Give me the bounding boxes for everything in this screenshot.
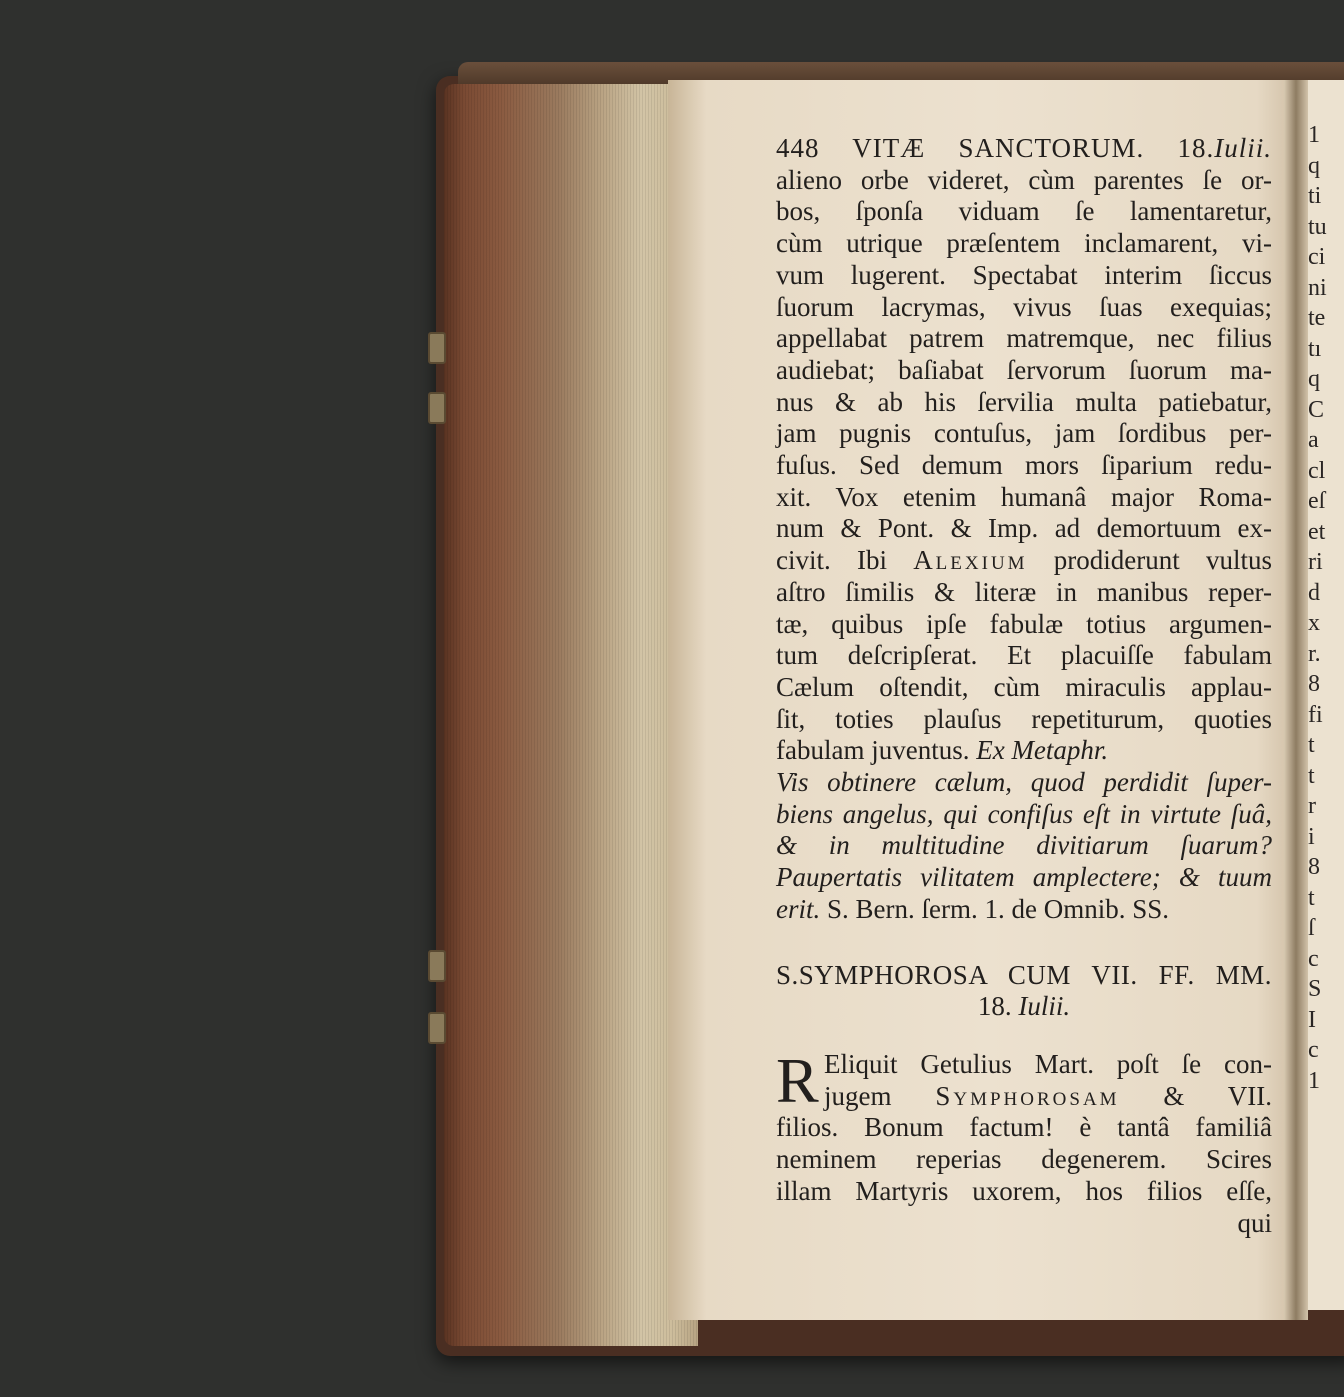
running-header bbox=[776, 133, 1272, 165]
section-date: 18. Iulii. bbox=[977, 991, 1071, 1022]
facing-page-fragment: t bbox=[1308, 762, 1315, 789]
facing-page-fragment: c bbox=[1308, 945, 1319, 972]
facing-page-fragment: 1 bbox=[1308, 1067, 1320, 1094]
facing-page-fragment: 8 bbox=[1308, 671, 1320, 697]
body-line: bos, ſponſa viduam ſe lamentaretur, bbox=[776, 196, 1272, 227]
body-line-alexius: civit. Ibi Alexium prodiderunt vultus bbox=[776, 545, 1272, 576]
para2-line: filios. Bonum factum! è tantâ familiâ bbox=[776, 1112, 1272, 1143]
facing-page-fragment: 1 bbox=[1308, 122, 1320, 148]
facing-page-fragment: ſ bbox=[1308, 915, 1315, 941]
facing-page-fragment: S bbox=[1308, 976, 1322, 1002]
clasp-upper-icon bbox=[428, 332, 446, 364]
source-line: fabulam juventus. Ex Metaphr. bbox=[776, 735, 1109, 766]
facing-page-fragment: ci bbox=[1308, 244, 1326, 270]
body-line: fuſus. Sed demum mors ſiparium redu- bbox=[776, 450, 1272, 481]
clasp-lower-icon bbox=[428, 950, 446, 982]
para2-line: neminem reperias degenerem. Scires bbox=[776, 1144, 1272, 1175]
quote-line: & in multitudine divitiarum ſuarum? bbox=[776, 830, 1272, 861]
facing-page-fragment: q bbox=[1308, 152, 1320, 179]
body-line: xit. Vox etenim humanâ major Roma- bbox=[776, 481, 1272, 512]
page-block-edge bbox=[444, 84, 698, 1346]
facing-page-fragment: cl bbox=[1308, 457, 1326, 484]
facing-page-fragment: C bbox=[1308, 396, 1325, 423]
running-title: VITÆ SANCTORUM. bbox=[852, 133, 1145, 163]
body-line: vum lugerent. Spectabat interim ſiccus bbox=[776, 259, 1272, 290]
body-line: cùm utrique præſentem inclamarent, vi- bbox=[776, 228, 1272, 259]
facing-page-fragment: te bbox=[1308, 305, 1326, 331]
body-line: tum deſcripſerat. Et placuiſſe fabulam bbox=[776, 640, 1272, 671]
facing-page-fragment: et bbox=[1308, 518, 1326, 545]
facing-page-fragment: tı bbox=[1308, 335, 1322, 362]
facing-page-fragment: 8 bbox=[1308, 854, 1320, 880]
quote-line: Vis obtinere cælum, quod perdidit ſuper- bbox=[776, 767, 1272, 798]
book-gutter bbox=[1284, 80, 1308, 1320]
body-line: tæ, quibus ipſe fabulæ totius argumen- bbox=[776, 608, 1272, 639]
quote-attribution: erit. S. Bern. ſerm. 1. de Omnib. SS. bbox=[776, 893, 1169, 924]
facing-page-fragment: fi bbox=[1308, 701, 1323, 728]
para2-line: illam Martyris uxorem, hos filios eſſe, bbox=[776, 1175, 1272, 1206]
body-line: jam pugnis contuſus, jam ſordibus per- bbox=[776, 418, 1272, 449]
page-number: 448 bbox=[776, 133, 820, 163]
body-line: Cælum oſtendit, cùm miraculis applau- bbox=[776, 671, 1272, 702]
facing-page-fragment: d bbox=[1308, 579, 1320, 606]
body-paragraph-1-cont bbox=[776, 577, 1272, 736]
quote-line: Paupertatis vilitatem amplectere; & tuum bbox=[776, 862, 1272, 893]
facing-page-fragment: ni bbox=[1308, 274, 1327, 301]
body-line: alieno orbe videret, cùm parentes ſe or- bbox=[776, 164, 1272, 195]
body-line: ſuorum lacrymas, vivus ſuas exequias; bbox=[776, 291, 1272, 322]
section-heading bbox=[776, 960, 1272, 1023]
page-text bbox=[776, 133, 1272, 1239]
facing-page-fragment: a bbox=[1308, 427, 1319, 453]
body-line: ſit, toties plauſus repetiturum, quoties bbox=[776, 703, 1272, 734]
para2-line-2: jugem Symphorosam & VII. bbox=[824, 1080, 1272, 1111]
facing-page-fragments bbox=[1308, 120, 1344, 1096]
clasp-upper-lower-icon bbox=[428, 392, 446, 424]
drop-cap: R bbox=[776, 1044, 819, 1116]
facing-page-fragment: t bbox=[1308, 884, 1315, 911]
body-line: appellabat patrem matremque, nec filius bbox=[776, 323, 1272, 354]
body-paragraph-1 bbox=[776, 165, 1272, 545]
right-page bbox=[1308, 80, 1344, 1310]
facing-page-fragment: r bbox=[1308, 793, 1316, 819]
facing-page-fragment: q bbox=[1308, 366, 1320, 392]
body-line: nus & ab his ſervilia multa patiebatur, bbox=[776, 386, 1272, 417]
quote-line: biens angelus, qui confiſus eſt in virtute ſuâ, bbox=[776, 798, 1272, 829]
para2-line-1: Eliquit Getulius Mart. poſt ſe con- bbox=[824, 1048, 1272, 1079]
body-line: num & Pont. & Imp. ad demortuum ex- bbox=[776, 513, 1272, 544]
facing-page-fragment: c bbox=[1308, 1037, 1319, 1063]
section-title: S.SYMPHOROSA CUM VII. FF. MM. bbox=[776, 959, 1272, 990]
facing-page-fragment: r. bbox=[1308, 640, 1321, 667]
facing-page-fragment: ti bbox=[1308, 183, 1322, 209]
header-date: 18.Iulii. bbox=[1177, 133, 1272, 163]
facing-page-fragment: ri bbox=[1308, 549, 1323, 575]
clasp-lower-lower-icon bbox=[428, 1012, 446, 1044]
body-line: aſtro ſimilis & literæ in manibus reper- bbox=[776, 576, 1272, 607]
facing-page-fragment: tu bbox=[1308, 213, 1327, 240]
facing-page-fragment: I bbox=[1308, 1006, 1316, 1033]
body-line: audiebat; baſiabat ſervorum ſuorum ma- bbox=[776, 354, 1272, 385]
facing-page-fragment: t bbox=[1308, 732, 1315, 758]
body-paragraph-2 bbox=[776, 1044, 1272, 1239]
facing-page-fragment: x bbox=[1308, 610, 1320, 636]
facing-page-fragment: i bbox=[1308, 823, 1315, 850]
catchword: qui bbox=[1237, 1207, 1272, 1238]
facing-page-fragment: eſ bbox=[1308, 488, 1326, 514]
quote-block bbox=[776, 767, 1272, 894]
